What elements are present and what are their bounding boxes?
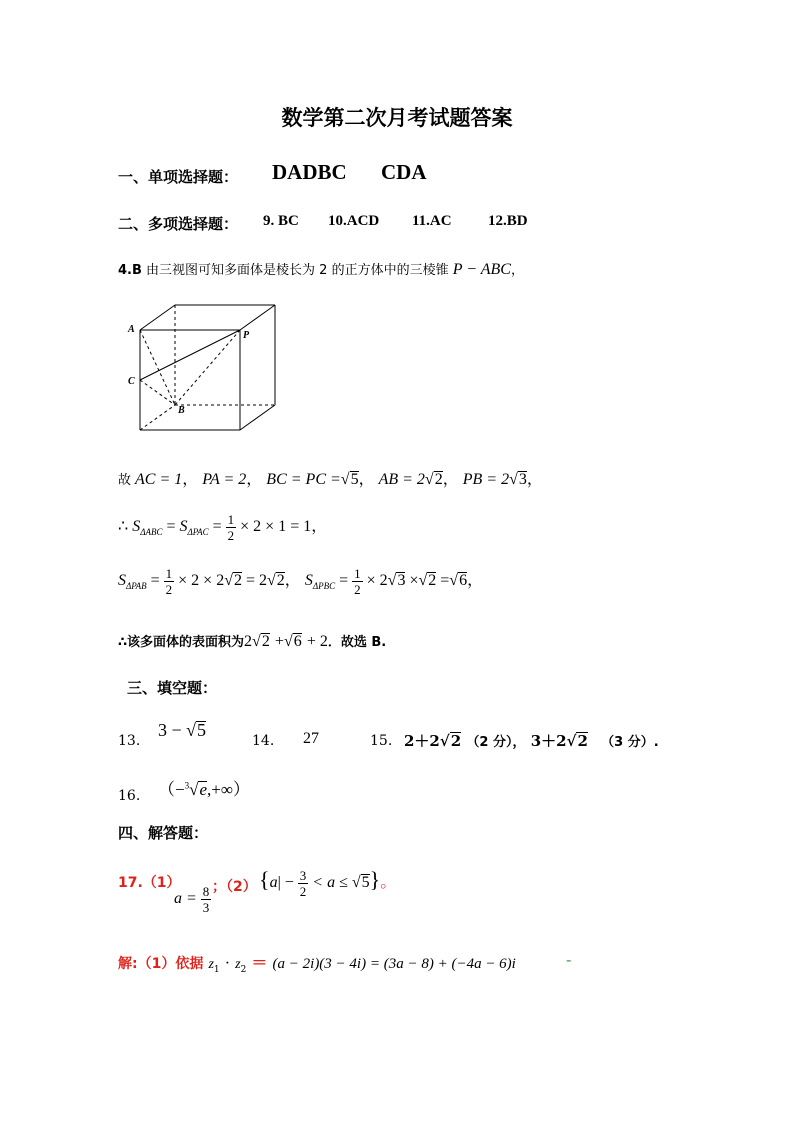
section1-answers-a: DADBC [272,160,347,184]
surface-area-conclusion: ∴该多面体的表面积为2√2 +√6 + 2．故选 B. [118,633,387,650]
q4-tail: ， [510,263,524,278]
fill-q16-answer: （−$^3$√e,+∞） [158,780,250,799]
fill-q14-number: 14. [252,733,275,749]
equation-lengths: 故 AC = 1， PA = 2， BC = PC =√5， AB = 2√2， PB = 2√3， [118,471,543,488]
fill-q15-answer: 2＋2√2 （2 分）， 3＋2√2 （3 分）. [404,732,659,750]
answer-q10: 10.ACD [328,213,380,229]
cube-edge [240,405,275,430]
segment-ab [140,330,175,405]
equation-area-abc: ∴ $S_{\Delta ABC} = S_{\Delta PAC}$ = $\frac{1}{2}$ × 2 × 1 = 1， [118,512,328,543]
cube-edge [240,305,275,330]
section1-answers-b: CDA [381,160,427,184]
segment-cb [140,380,175,405]
q17-part2-label: ；（2） [212,879,257,895]
fraction: $\frac{1}{2}$ [165,566,173,597]
answer-q11: 11.AC [412,213,452,229]
label-a: A [128,324,135,335]
q17-answer1: a = $\frac{8}{3}$ [174,884,210,915]
fill-q16-number: 16. [118,788,141,804]
q17-label: 17.（1） [118,875,181,891]
answer-q9: 9. BC [263,213,299,229]
fill-q13-number: 13. [118,733,141,749]
q4-pyramid: P − ABC [452,261,511,278]
section2-label: 二、多项选择题： [118,215,239,233]
cube-edge [140,305,175,330]
q17-solution: 解:（1）依据 $z_1 \cdot z_2 = (a - 2i)(3 - 4i) = (3a - 8) + (-4a - 6)i$ [118,953,516,975]
equation-area-pab-pbc: $S_{\Delta PAB}$ = $\frac{1}{2}$ × 2 × 2√2 = 2√2， $S_{\Delta PBC}$ = $\frac{1}{2}$ × 2√3 ×√2 =√6， [118,566,484,597]
segment-pb [175,330,240,405]
section3-label: 三、填空题： [127,679,218,697]
section1-label: 一、单项选择题： [118,168,239,186]
hidden-edge [140,405,175,430]
q17-answer2-set: {a| − $\frac{3}{2}$ < a ≤ √5}。 [259,867,397,899]
cube-figure [120,300,285,435]
fill-q15-number: 15. [370,733,393,749]
q4-prefix: 4.B [118,263,142,278]
section4-label: 四、解答题： [118,824,209,842]
page-title: 数学第二次月考试题答案 [281,106,513,130]
trailing-dash: - [566,950,572,969]
label-p: P [243,330,250,341]
fill-q14-answer: 27 [303,730,319,747]
segment-cp [140,330,240,380]
fraction: $\frac{1}{2}$ [227,512,235,543]
fraction: $\frac{1}{2}$ [354,566,361,597]
q4-explanation [118,259,524,279]
answer-q12: 12.BD [488,213,528,229]
label-b: B [178,405,185,416]
fill-q13-answer: 3 − √5 [158,720,207,740]
label-c: C [128,376,135,387]
q4-text: 由三视图可知多面体是棱长为 2 的正方体中的三棱锥 [146,263,449,278]
